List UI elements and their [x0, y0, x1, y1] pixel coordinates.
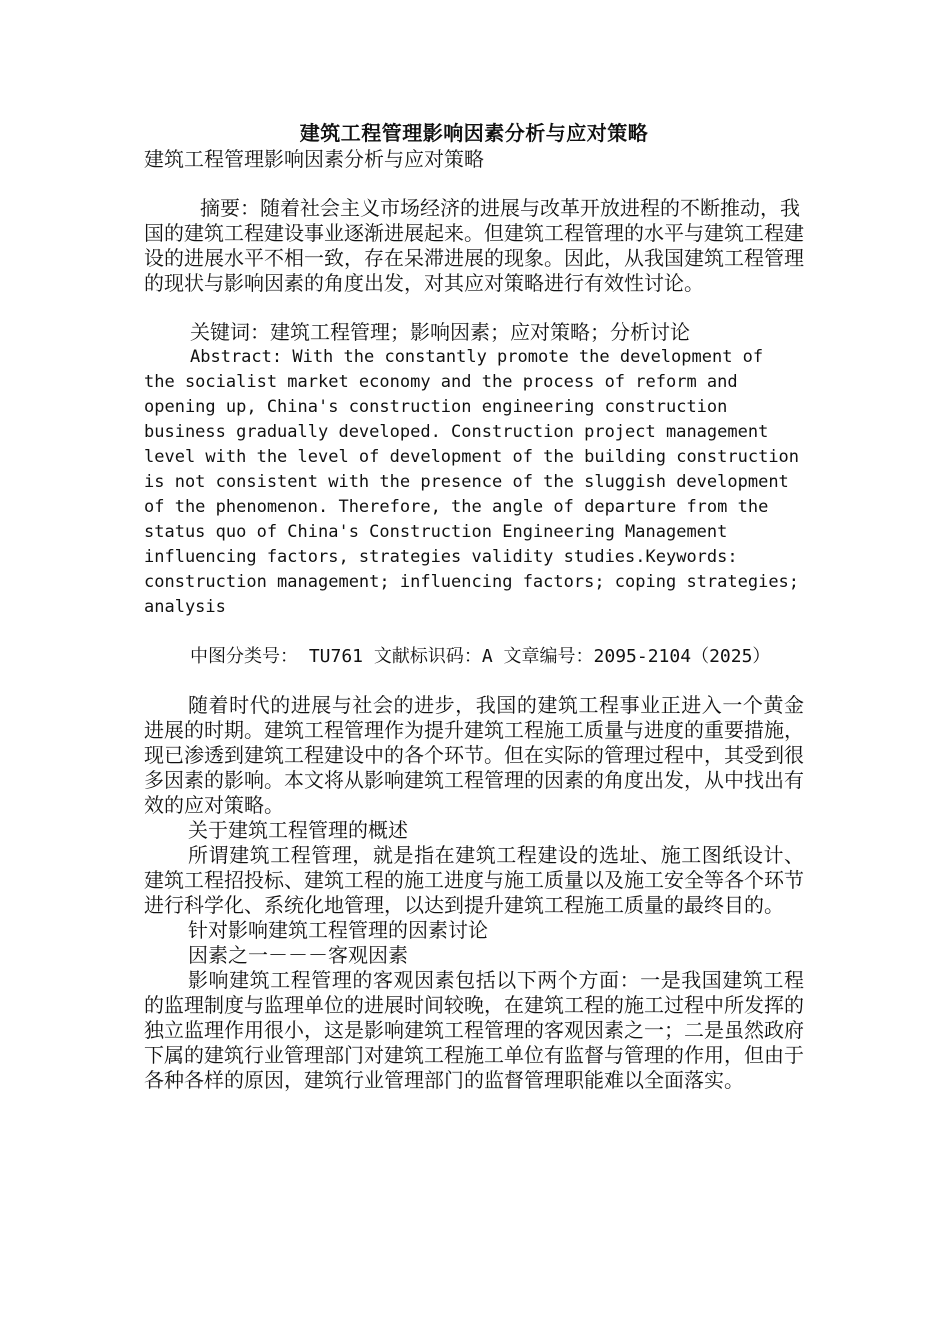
keywords-chinese: 关键词：建筑工程管理；影响因素；应对策略；分析讨论 — [190, 320, 690, 344]
spacer — [144, 296, 804, 320]
abstract-chinese: 摘要：随着社会主义市场经济的进展与改革开放进程的不断推动，我国的建筑工程建设事业逐渐进展起来。但建筑工程管理的水平与建筑工程建设的进展水平不相一致，存在呆滞进展的现象。因此，从我国建筑工程管理的现状与影响因素的角度出发，对其应对策略进行有效性讨论。 — [144, 196, 804, 295]
subsection-heading-objective: 因素之一－－－客观因素 — [188, 943, 408, 967]
section-heading-overview: 关于建筑工程管理的概述 — [188, 818, 408, 842]
document-page — [144, 120, 804, 1093]
spacer — [144, 172, 804, 196]
overview-paragraph: 所谓建筑工程管理，就是指在建筑工程建设的选址、施工图纸设计、建筑工程招投标、建筑工程的施工进度与施工质量以及施工安全等各个环节进行科学化、系统化地管理，以达到提升建筑工程施工质量的最终目的。 — [144, 843, 804, 917]
document-title: 建筑工程管理影响因素分析与应对策略 — [299, 121, 649, 145]
section-heading-factors: 针对影响建筑工程管理的因素讨论 — [188, 918, 488, 942]
document-subtitle: 建筑工程管理影响因素分析与应对策略 — [144, 147, 484, 171]
intro-paragraph: 随着时代的进展与社会的进步，我国的建筑工程事业正进入一个黄金进展的时期。建筑工程管理作为提升建筑工程施工质量与进度的重要措施，现已渗透到建筑工程建设中的各个环节。但在实际的管理过程中，其受到很多因素的影响。本文将从影响建筑工程管理的因素的角度出发，从中找出有效的应对策略。 — [144, 693, 804, 817]
spacer — [144, 620, 804, 644]
abstract-english: Abstract: With the constantly promote the development of the socialist market economy and the process of reform and opening up, China's construction engineering construction business gradually developed. Construction project management level with the level of development of the building construction is not consistent with the presence of the sluggish development of the phenomenon. Therefore, the angle of departure from the status quo of China's Construction Engineering Management influencing factors, strategies validity studies.Keywords: construction management; influencing factors; coping strategies; analysis — [144, 347, 800, 617]
classification-line: 中图分类号： TU761 文献标识码：A 文章编号：2095-2104（2025） — [190, 646, 771, 667]
spacer — [144, 669, 804, 693]
objective-factors-paragraph: 影响建筑工程管理的客观因素包括以下两个方面：一是我国建筑工程的监理制度与监理单位的进展时间较晚，在建筑工程的施工过程中所发挥的独立监理作用很小，这是影响建筑工程管理的客观因素之一；二是虽然政府下属的建筑行业管理部门对建筑工程施工单位有监督与管理的作用，但由于各种各样的原因，建筑行业管理部门的监督管理职能难以全面落实。 — [144, 968, 804, 1092]
